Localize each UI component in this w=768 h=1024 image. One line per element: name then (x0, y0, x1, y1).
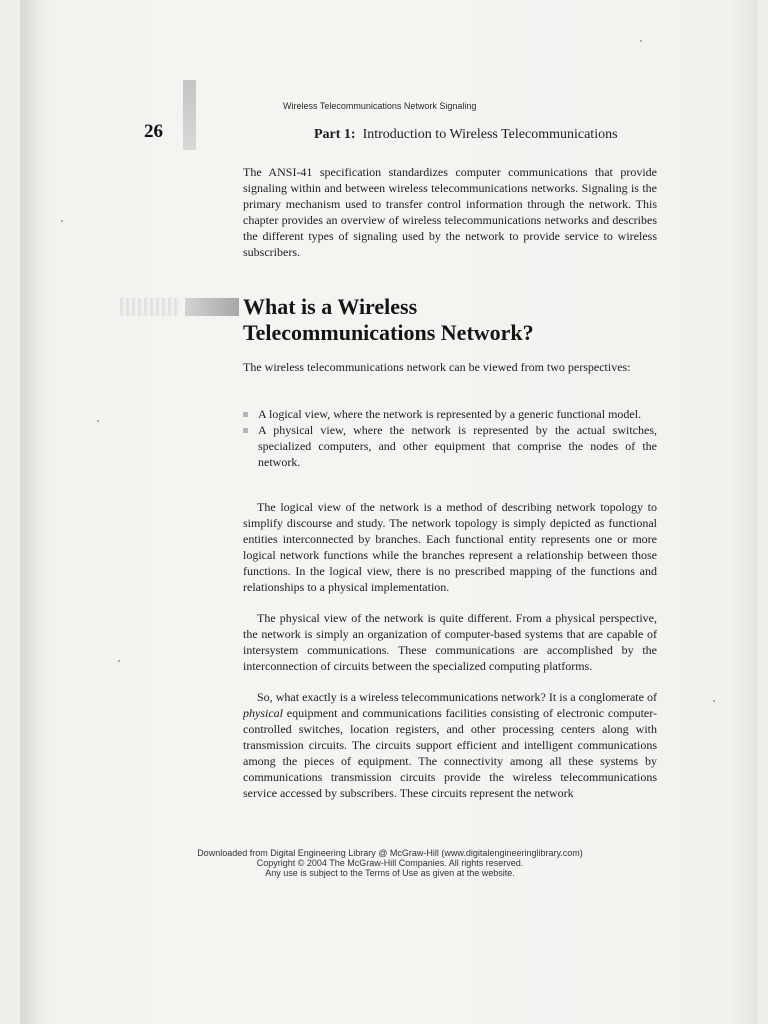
page-number: 26 (144, 121, 163, 142)
scan-speck (118, 660, 120, 662)
part-label: Part 1: (314, 127, 356, 142)
scan-speck (640, 40, 642, 42)
copyright-footer (150, 848, 630, 878)
section-heading-line-2: Telecommunications Network? (243, 320, 534, 345)
heading-marker-bar (185, 298, 239, 316)
part-title: Introduction to Wireless Telecommunications (362, 127, 618, 142)
square-bullet-icon (243, 428, 248, 433)
scan-speck (97, 420, 99, 422)
emphasized-word: physical (243, 706, 283, 720)
section-heading-line-1: What is a Wireless (243, 294, 418, 319)
scan-speck (61, 220, 63, 222)
intro-paragraph: The ANSI-41 specification standardizes computer communications that provide signaling within and between wireless telecommunications networks. Signaling is the primary mechanism used to transfer control information through the network. This chapter provides an overview of wireless telecommunications networks and describes the different types of signaling used by the network to provide service to wireless subscribers. (243, 165, 657, 259)
footer-line-download: Downloaded from Digital Engineering Library @ McGraw-Hill (www.digitalengineeringlibrary.com) (197, 848, 583, 858)
footer-line-terms: Any use is subject to the Terms of Use as given at the website. (265, 868, 515, 878)
heading-marker-faint (120, 298, 180, 316)
square-bullet-icon (243, 412, 248, 417)
list-item (243, 406, 657, 422)
bullet-text: A logical view, where the network is represented by a generic functional model. (258, 407, 642, 421)
bullet-text: A physical view, where the network is represented by the actual switches, specialized computers, and other equipment that comprise the nodes of the network. (258, 423, 657, 469)
section-heading (243, 294, 663, 346)
running-head: Wireless Telecommunications Network Signaling (283, 101, 477, 111)
margin-gray-strip (183, 80, 196, 150)
scan-speck (713, 700, 715, 702)
lead-paragraph: The wireless telecommunications network can be viewed from two perspectives: (243, 360, 631, 374)
footer-line-copyright: Copyright © 2004 The McGraw-Hill Companies. All rights reserved. (256, 858, 524, 868)
bullet-list (243, 406, 657, 470)
page-left-edge-shadow (20, 0, 44, 1024)
body-paragraph-definition (243, 689, 657, 801)
part-header (314, 127, 618, 143)
list-item (243, 422, 657, 470)
definition-text-end: equipment and communications facilities consisting of electronic computer-controlled switches, location registers, and other processing centers along with transmission circuits. The circuits support efficient and intelligent communications among the pieces of equipment. The connectivity among all these systems by communications transmission circuits provide the wireless telecommunications service accessed by subscribers. These circuits represent the network (243, 706, 657, 800)
body-paragraph-physical-view: The physical view of the network is quite different. From a physical perspective, the network is simply an organization of computer-based systems that are capable of intersystem communications. These communications are accomplished by the interconnection of circuits between the specialized computing platforms. (243, 611, 657, 673)
body-paragraph-logical-view: The logical view of the network is a method of describing network topology to simplify discourse and study. The network topology is simply depicted as functional entities interconnected by branches. Each functional entity represents one or more logical network functions while the branches represent a relationship between those functions. In the logical view, there is no prescribed mapping of the functions and relationships to a physical implementation. (243, 500, 657, 594)
definition-text-start: So, what exactly is a wireless telecommunications network? It is a conglomerate of (257, 690, 657, 704)
